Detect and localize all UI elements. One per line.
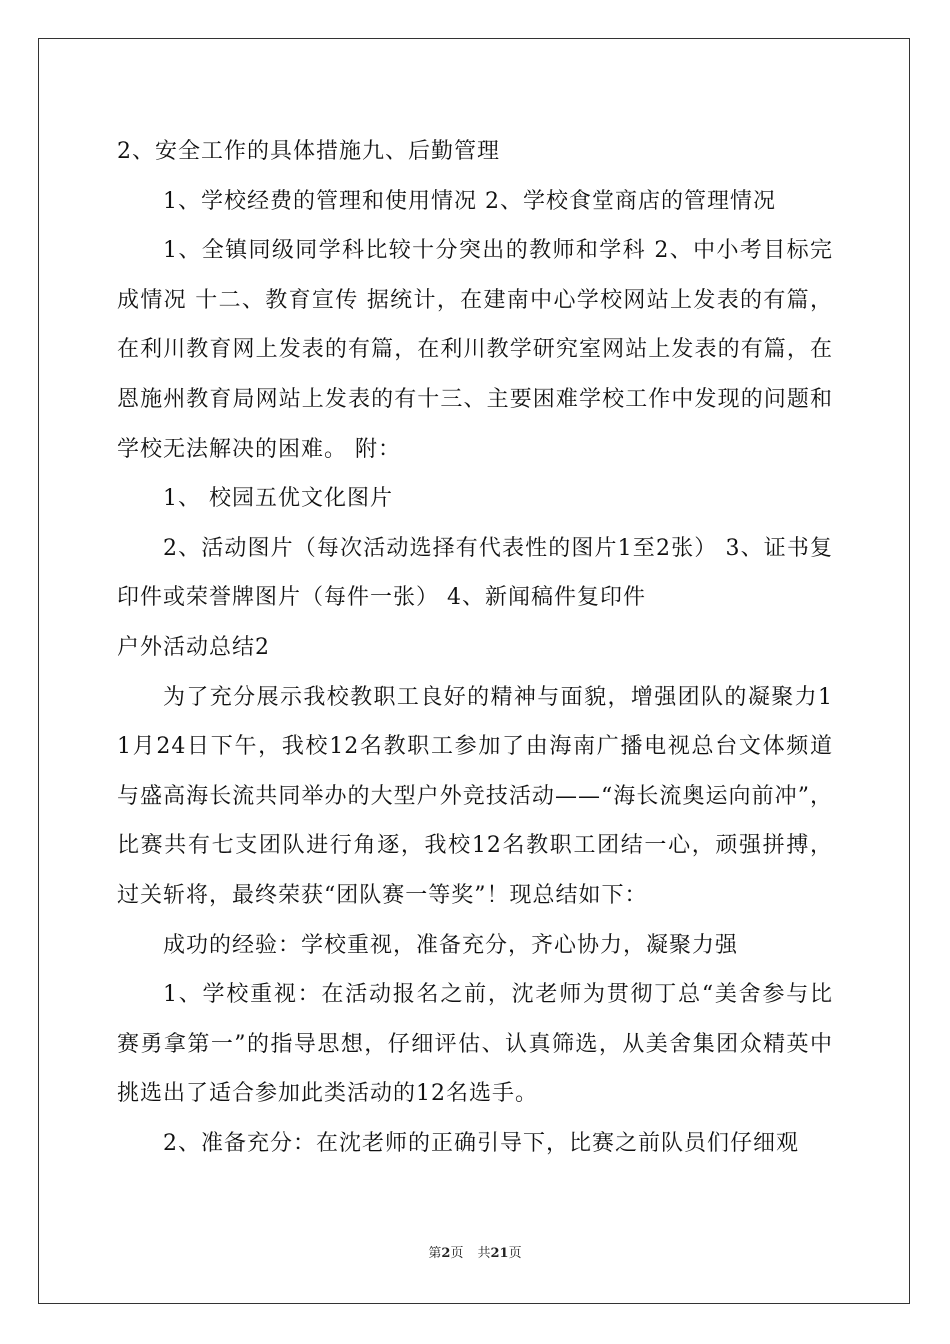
page-footer (0, 1244, 950, 1264)
paragraph-8: 成功的经验：学校重视，准备充分，齐心协力，凝聚力强 (163, 932, 739, 958)
section-heading: 户外活动总结2 (117, 634, 270, 660)
paragraph-3: 1、全镇同级同学科比较十分突出的教师和学科 2、中小考目标完成情况 十二、教育宣传 据统计，在建南中心学校网站上发表的有篇，在利川教育网上发表的有篇，在利川教学研究室网站上发表的有篇，在恩施州教育局网站上发表的有十三、主要困难学校工作中发现的问题和学校无法解决的困难。 附： (117, 238, 833, 462)
paragraph-7: 为了充分展示我校教职工良好的精神与面貌，增强团队的凝聚力11月24日下午，我校12名教职工参加了由海南广播电视总台文体频道与盛高海长流共同举办的大型户外竞技活动——“海长流奥运向前冲”，比赛共有七支团队进行角逐，我校12名教职工团结一心，顽强拼搏，过关斩将，最终荣获“团队赛一等奖”！现总结如下： (117, 684, 833, 908)
page-number: 第2页 (428, 1246, 464, 1261)
total-pages: 共21页 (477, 1246, 522, 1261)
paragraph-4: 1、 校园五优文化图片 (163, 486, 393, 512)
paragraph-5: 2、活动图片（每次活动选择有代表性的图片1至2张） 3、证书复印件或荣誉牌图片（每件一张） 4、新闻稿件复印件 (117, 535, 833, 611)
document-body (117, 127, 833, 1168)
paragraph-1: 2、安全工作的具体措施九、后勤管理 (117, 139, 500, 164)
paragraph-10: 2、准备充分：在沈老师的正确引导下，比赛之前队员们仔细观 (163, 1130, 799, 1156)
paragraph-2: 1、学校经费的管理和使用情况 2、学校食堂商店的管理情况 (163, 188, 776, 214)
paragraph-9: 1、学校重视：在活动报名之前，沈老师为贯彻丁总“美舍参与比赛勇拿第一”的指导思想，仔细评估、认真筛选，从美舍集团众精英中挑选出了适合参加此类活动的12名选手。 (117, 982, 833, 1107)
